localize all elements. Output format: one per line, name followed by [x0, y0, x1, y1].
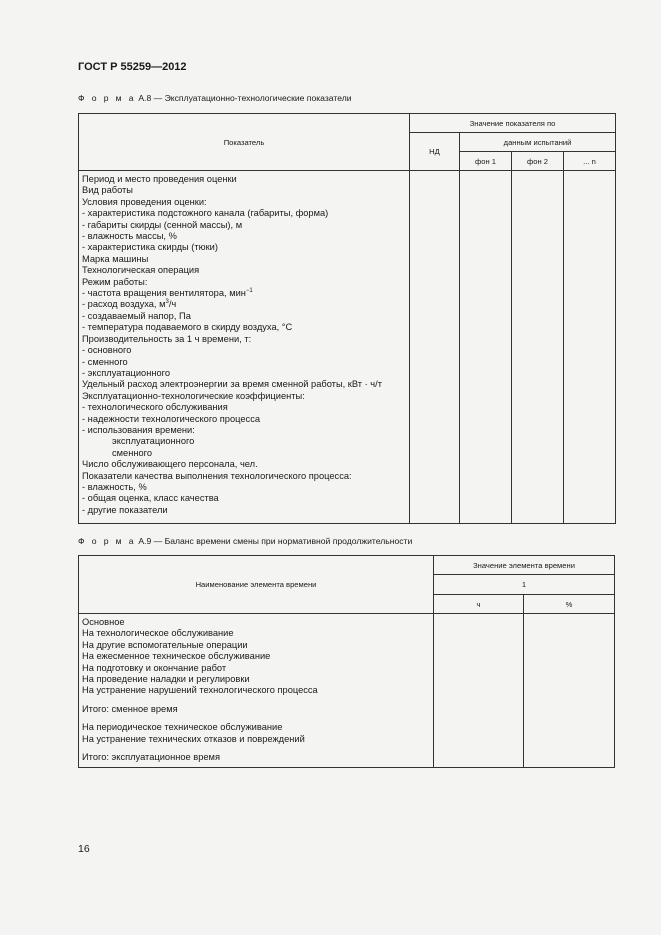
form-a9-caption-prefix: Ф о р м а — [78, 536, 136, 546]
row-spacer — [82, 715, 430, 722]
form-a8-table — [78, 113, 616, 524]
row-label: На проведение наладки и регулировки — [82, 674, 250, 685]
row-label: На устранение технических отказов и повреждений — [82, 733, 305, 744]
row-spacer — [82, 697, 430, 704]
row-label: - создаваемый напор, Па — [82, 310, 191, 321]
form-a8-fon1-values — [460, 171, 512, 524]
row-label: На другие вспомогательные операции — [82, 639, 248, 650]
col-header-test-group: данным испытаний — [460, 133, 616, 152]
col-header-fonn: ... n — [564, 152, 616, 171]
row-label: - влажность, % — [82, 481, 147, 492]
row-label: Производительность за 1 ч времени, т: — [82, 333, 252, 344]
col-header-element-name: Наименование элемента времени — [79, 556, 434, 614]
col-header-fon2: фон 2 — [512, 152, 564, 171]
row-label: На периодическое техническое обслуживание — [82, 722, 283, 733]
row-label: - основного — [82, 345, 132, 356]
row-label: На устранение нарушений технологического процесса — [82, 685, 318, 696]
col-header-one: 1 — [434, 575, 615, 595]
form-a9-element-list — [79, 614, 434, 768]
document-code: ГОСТ Р 55259—2012 — [78, 61, 187, 73]
form-a8-fonn-values — [564, 171, 616, 524]
col-header-indicator: Показатель — [79, 114, 410, 171]
row-label: Вид работы — [82, 185, 133, 196]
row-label: - эксплуатационного — [82, 367, 171, 378]
row-label: Марка машины — [82, 253, 149, 264]
row-label: - температура подаваемого в скирду воздуха, °С — [82, 322, 293, 333]
row-label: Режим работы: — [82, 276, 148, 287]
row-label: - габариты скирды (сенной массы), м — [82, 219, 243, 230]
col-header-fon1: фон 1 — [460, 152, 512, 171]
row-label: На технологическое обслуживание — [82, 628, 234, 639]
row-label: На ежесменное техническое обслуживание — [82, 651, 271, 662]
form-a9-caption-text: А.9 — Баланс времени смены при нормативной продолжительности — [135, 536, 413, 546]
form-a9-caption — [78, 536, 412, 546]
row-label: Период и место проведения оценки — [82, 174, 237, 184]
col-header-percent: % — [524, 595, 615, 614]
row-label: Число обслуживающего персонала, чел. — [82, 459, 258, 470]
row-label: эксплуатационного — [112, 436, 195, 447]
row-label: Условия проведения оценки: — [82, 196, 207, 207]
row-label: сменного — [112, 447, 153, 458]
form-a8-caption-text: А.8 — Эксплуатационно-технологические показатели — [135, 93, 352, 103]
row-label: - сменного — [82, 356, 128, 367]
form-a9-table — [78, 555, 615, 768]
form-a8-caption — [78, 93, 352, 103]
col-header-element-value: Значение элемента времени — [434, 556, 615, 575]
form-a9-percent-values — [524, 614, 615, 768]
row-label: Показатели качества выполнения технологического процесса: — [82, 470, 352, 481]
row-label: - характеристика скирды (тюки) — [82, 242, 218, 253]
row-label: - надежности технологического процесса — [82, 413, 261, 424]
form-a8-fon2-values — [512, 171, 564, 524]
row-label: Удельный расход электроэнергии за время сменной работы, кВт · ч/т — [82, 379, 382, 390]
row-label: Технологическая операция — [82, 265, 200, 276]
form-a8-indicator-list — [79, 171, 410, 524]
row-label: - общая оценка, класс качества — [82, 493, 219, 504]
col-header-hours: ч — [434, 595, 524, 614]
page-number: 16 — [78, 843, 90, 855]
row-label: - использования времени: — [82, 424, 195, 435]
row-spacer — [82, 745, 430, 752]
form-a8-nd-values — [410, 171, 460, 524]
row-label: Итого: эксплуатационное время — [82, 752, 220, 763]
row-label: - частота вращения вентилятора, мин$^{-1}$ — [82, 287, 253, 299]
row-label: - расход воздуха, $м^3/ч$ — [82, 299, 177, 310]
row-label: Итого: сменное время — [82, 703, 178, 714]
form-a9-hours-values — [434, 614, 524, 768]
row-label: - технологического обслуживания — [82, 402, 228, 413]
row-label: Эксплуатационно-технологические коэффициенты: — [82, 390, 305, 401]
col-header-nd: НД — [410, 133, 460, 171]
row-label: - влажность массы, % — [82, 231, 177, 242]
row-label: - характеристика подстожного канала (габариты, форма) — [82, 208, 329, 219]
row-label: - другие показатели — [82, 504, 168, 515]
col-header-value-group: Значение показателя по — [410, 114, 616, 133]
row-label: На подготовку и окончание работ — [82, 662, 227, 673]
form-a8-caption-prefix: Ф о р м а — [78, 93, 136, 103]
row-label: Основное — [82, 617, 125, 627]
